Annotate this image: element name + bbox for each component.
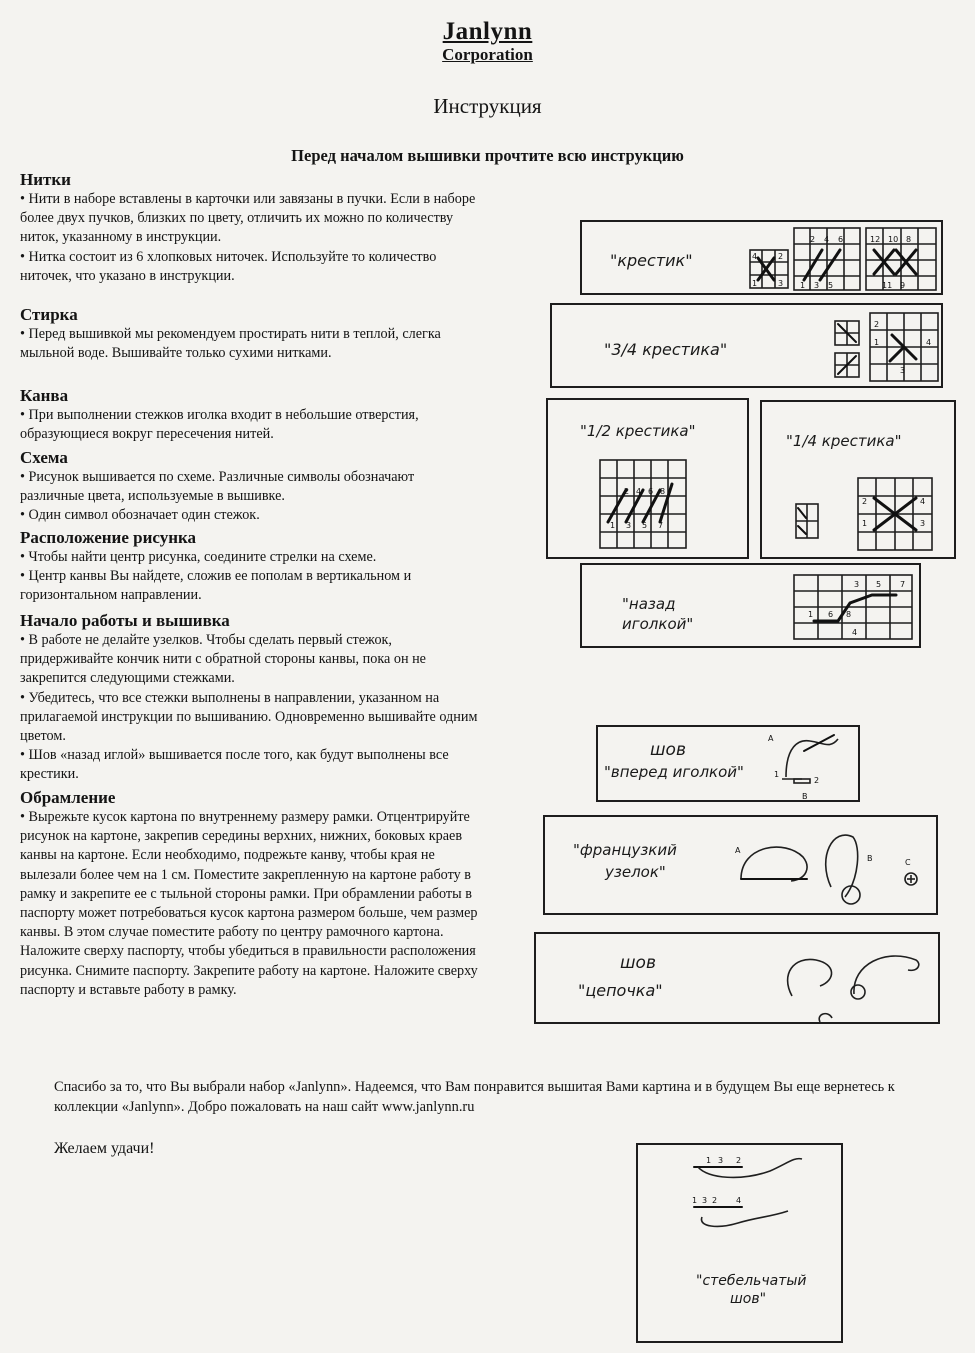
section-paragraph: • При выполнении стежков иголка входит в небольшие отверстия, образующиеся вокруг пересечения нитей.: [20, 407, 419, 443]
section-washing: [20, 305, 480, 363]
stitch-grid-icon: [858, 478, 932, 550]
stitch-number: 3: [702, 1196, 708, 1205]
stitch-number: 2: [736, 1156, 742, 1165]
point-label: C: [905, 858, 911, 867]
section-heading: Обрамление: [20, 788, 116, 807]
stitch-number: 4: [920, 497, 926, 506]
figure-label: "3/4 крестика": [604, 340, 728, 359]
figure-french-knot: [543, 815, 938, 915]
stitch-number: 8: [660, 487, 666, 496]
figure-running-stitch: [596, 725, 860, 802]
stitch-number: 5: [876, 580, 882, 589]
stitch-number: 7: [900, 580, 906, 589]
figure-label: "вперед иголкой": [604, 763, 744, 781]
stitch-number: 1: [862, 519, 868, 528]
section-paragraph: • Перед вышивкой мы рекомендуем простирать нити в теплой, слегка мыльной воде. Вышивайте только сухими нитками.: [20, 326, 441, 362]
stitch-number: 2: [624, 487, 630, 496]
stitch-number: 1: [706, 1156, 712, 1165]
section-heading: Начало работы и вышивка: [20, 611, 230, 630]
stitch-number: 4: [926, 338, 932, 347]
stitch-number: 9: [900, 281, 906, 290]
figure-label: "цепочка": [578, 981, 663, 1000]
figure-quarter-stitch: [760, 400, 956, 559]
figure-chain-stitch: [534, 932, 940, 1024]
figure-label: шов": [730, 1291, 767, 1307]
stitch-grid-icon: [750, 250, 788, 288]
section-paragraph: • Нитка состоит из 6 хлопковых ниточек. Используйте то количество ниточек, что указано в инструкции.: [20, 248, 437, 284]
stitch-number: 2: [874, 320, 880, 329]
brand-name: Janlynn: [442, 18, 533, 45]
section-paragraph: • Чтобы найти центр рисунка, соедините стрелки на схеме.: [20, 549, 377, 565]
stitch-number: 6: [828, 610, 834, 619]
figure-label: шов: [650, 740, 686, 760]
stitch-number: 3: [920, 519, 926, 528]
stitch-grid-icon: [794, 575, 912, 639]
section-paragraph: • Центр канвы Вы найдете, сложив ее пополам в вертикальном и горизонтальном направлении.: [20, 568, 412, 604]
stitch-number: 10: [888, 235, 899, 244]
figure-label: "назад: [622, 595, 676, 613]
section-paragraph: • Вырежьте кусок картона по внутреннему размеру рамки. Отцентрируйте рисунок на картоне, закрепив середины верхних, нижних, боковых краев канвы на картоне. Если необходимо, подрежьте канву, чтобы края не вылезали более чем на 1 см. Поместите закрепленную на картоне работу в рамку и закрепите ее с тыльной стороны рамки. При обрамлении работы в паспорту может потребоваться кусок картона размером больше, чем размер канвы. В этом случае поместите работу по центру рамочного картона. Наложите сверху паспорту, чтобы убедиться в правильности расположения рисунка. Снимите паспорту. Закрепите работу на картоне. Наложите сверху паспорту и вставьте работу в рамку.: [20, 809, 478, 998]
figure-label: "крестик": [610, 251, 693, 270]
figure-label: "стебельчатый: [696, 1273, 807, 1289]
stitch-number: 8: [846, 610, 852, 619]
section-paragraph: • Нити в наборе вставлены в карточки или завязаны в пучки. Если в наборе более двух пучков, близких по цвету, отличить их можно по количеству ниток, указанному в инструкции.: [20, 191, 476, 246]
stitch-grid-icon: [600, 460, 686, 548]
stitch-number: 3: [854, 580, 860, 589]
stitch-grid-icon: [866, 228, 936, 290]
section-heading: Стирка: [20, 305, 78, 324]
needle-icon: [768, 734, 838, 801]
stitch-grid-icon: [794, 228, 860, 290]
section-heading: Нитки: [20, 170, 71, 189]
figure-label: узелок": [605, 863, 666, 881]
stem-diagram-icon: [692, 1156, 802, 1226]
section-heading: Канва: [20, 386, 69, 405]
figure-backstitch: [580, 563, 921, 648]
stitch-number: 3: [814, 281, 820, 290]
stitch-number: 1: [874, 338, 880, 347]
figure-stem-stitch: [636, 1143, 843, 1343]
closing-wish: Желаем удачи!: [54, 1140, 155, 1157]
section-scheme: [20, 448, 480, 526]
stitch-number: 1: [610, 521, 616, 530]
section-heading: Расположение рисунка: [20, 528, 197, 547]
point-label: A: [735, 846, 741, 855]
stitch-number: 4: [852, 628, 858, 637]
stitch-number: 1: [808, 610, 814, 619]
figure-cross-stitch: [580, 220, 943, 295]
figure-label: "1/2 крестика": [580, 422, 696, 440]
section-paragraph: • Один символ обозначает один стежок.: [20, 507, 260, 524]
section-paragraph: • Шов «назад иглой» вышивается после того, как будут выполнены все крестики.: [20, 747, 449, 783]
stitch-number: 11: [882, 281, 893, 290]
stitch-number: 5: [828, 281, 834, 290]
stitch-number: 4: [736, 1196, 742, 1205]
figure-label: "французкий: [573, 841, 677, 859]
figure-three-quarter-stitch: [550, 303, 943, 388]
stitch-number: 3: [626, 521, 632, 530]
intro-heading: Перед началом вышивки прочтите всю инструкцию: [291, 146, 684, 165]
brand-logo: [0, 18, 975, 65]
stitch-number: 5: [642, 521, 648, 530]
stitch-grid-icon: [870, 313, 938, 381]
stitch-number: 6: [648, 487, 654, 496]
stitch-number: 2: [778, 252, 784, 261]
stitch-symbol-icon: [835, 321, 859, 345]
stitch-number: 4: [752, 252, 758, 261]
figure-label: "1/4 крестика": [786, 432, 902, 450]
section-start: [20, 611, 480, 785]
point-label: 2: [814, 776, 820, 785]
stitch-number: 4: [636, 487, 642, 496]
point-label: A: [768, 734, 774, 743]
section-paragraph: • Рисунок вышивается по схеме. Различные символы обозначают различные цвета, используемые в вышивке.: [20, 469, 415, 505]
point-label: B: [802, 792, 808, 801]
stitch-symbol-icon: [796, 504, 818, 538]
stitch-number: 1: [692, 1196, 698, 1205]
brand-subtitle: Corporation: [442, 45, 533, 64]
section-paragraph: • В работе не делайте узелков. Чтобы сделать первый стежок, придерживайте кончик нити с обратной стороны канвы, пока он не закрепится следующими стежками.: [20, 632, 426, 687]
section-paragraph: • Убедитесь, что все стежки выполнены в направлении, указанном на прилагаемой инструкции по вышиванию. Одновременно вышивайте одним цветом.: [20, 689, 478, 745]
point-label: 1: [774, 770, 780, 779]
stitch-number: 3: [778, 279, 784, 288]
stitch-number: 12: [870, 235, 881, 244]
page-title: Инструкция: [433, 94, 542, 118]
stitch-number: 6: [838, 235, 844, 244]
section-threads: [20, 170, 480, 286]
stitch-number: 1: [752, 279, 758, 288]
figure-label: иголкой": [622, 615, 694, 633]
stitch-number: 2: [810, 235, 816, 244]
stitch-number: 3: [718, 1156, 724, 1165]
stitch-number: 3: [900, 366, 906, 375]
section-framing: [20, 788, 480, 1000]
section-heading: Схема: [20, 448, 68, 467]
stitch-number: 4: [824, 235, 830, 244]
section-canvas: [20, 386, 480, 444]
point-label: B: [867, 854, 873, 863]
chain-diagram-icon: [788, 956, 919, 1022]
stitch-number: 7: [658, 521, 664, 530]
stitch-number: 2: [712, 1196, 718, 1205]
stitch-number: 1: [800, 281, 806, 290]
knot-diagram-icon: [735, 835, 917, 904]
figure-label: шов: [620, 953, 656, 973]
figure-half-stitch: [546, 398, 749, 559]
closing-thanks: Спасибо за то, что Вы выбрали набор «Janlynn». Надеемся, что Вам понравится вышитая Вами картина и в будущем Вы еще вернетесь к коллекции «Janlynn». Добро пожаловать на наш сайт www.janlynn.ru: [54, 1079, 895, 1115]
section-layout: [20, 528, 480, 606]
stitch-symbol-icon: [835, 353, 859, 377]
stitch-number: 8: [906, 235, 912, 244]
stitch-number: 2: [862, 497, 868, 506]
